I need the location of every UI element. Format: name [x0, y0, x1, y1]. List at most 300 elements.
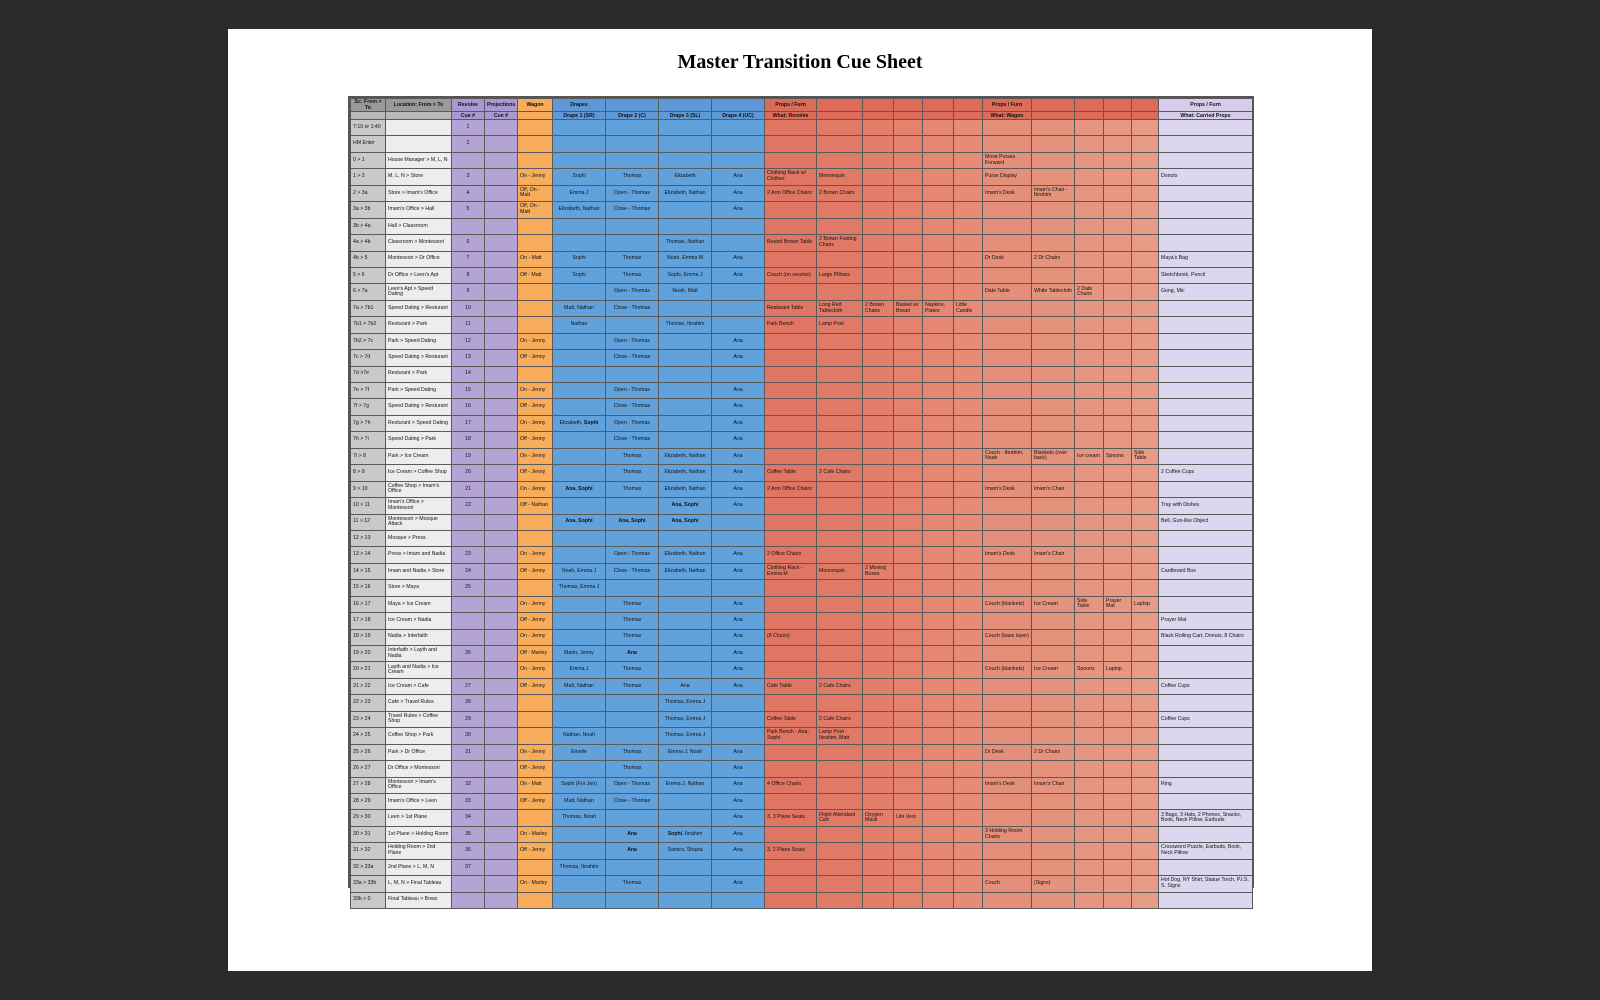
cell-projection-cue	[485, 202, 518, 218]
cell-wagon-prop-4	[1104, 514, 1132, 530]
cell-revolve-prop-2	[817, 284, 863, 300]
cell-wagon-prop-2	[1032, 218, 1075, 234]
cell-drape-2: Open - Thomas	[606, 547, 659, 563]
cell-wagon-prop-4	[1104, 678, 1132, 694]
cell-wagon-prop-2	[1032, 350, 1075, 366]
cell-wagon-prop-3	[1075, 317, 1104, 333]
cell-drape-1	[553, 695, 606, 711]
cell-wagon-prop-2	[1032, 383, 1075, 399]
cell-revolve-prop-4	[894, 448, 923, 464]
cell-revolve-prop-3	[863, 514, 894, 530]
cell-drape-1: Ana, Sophi	[553, 514, 606, 530]
cell-wagon-prop-1	[983, 843, 1032, 859]
cell-projection-cue	[485, 744, 518, 760]
cell-revolve-prop-1	[765, 596, 817, 612]
cell-revolve-cue: 7	[452, 251, 485, 267]
cell-scene: 32 > 33a	[351, 859, 386, 875]
cell-wagon-prop-1	[983, 235, 1032, 251]
cell-drape-3: Sophi, Emma J	[659, 267, 712, 283]
cell-drape-4: Ana	[712, 678, 765, 694]
cell-revolve-prop-6	[954, 530, 983, 546]
cell-revolve-prop-5	[923, 317, 954, 333]
cell-location: Imam and Nadia > Store	[386, 563, 452, 579]
table-row	[351, 646, 1253, 662]
cell-revolve-prop-1	[765, 415, 817, 431]
cell-carried-props	[1159, 646, 1253, 662]
cell-wagon-prop-5	[1132, 202, 1159, 218]
cell-projection-cue	[485, 810, 518, 826]
cell-revolve-prop-5	[923, 580, 954, 596]
cell-revolve-prop-2	[817, 366, 863, 382]
cell-scene: 7b1 > 7b2	[351, 317, 386, 333]
cell-wagon-prop-1: Couch	[983, 876, 1032, 892]
cell-revolve-prop-5	[923, 662, 954, 678]
cell-wagon-prop-2	[1032, 678, 1075, 694]
cell-wagon-prop-4	[1104, 169, 1132, 185]
cell-wagon-prop-5	[1132, 185, 1159, 201]
cell-scene: 29 > 30	[351, 810, 386, 826]
cell-wagon: On - Jenny	[518, 415, 553, 431]
cell-drape-1	[553, 432, 606, 448]
cell-drape-2	[606, 580, 659, 596]
cell-wagon-prop-5	[1132, 695, 1159, 711]
cell-revolve-cue: 3	[452, 169, 485, 185]
cell-projection-cue	[485, 185, 518, 201]
cell-wagon-prop-4	[1104, 415, 1132, 431]
cell-drape-3	[659, 202, 712, 218]
cell-drape-4	[712, 235, 765, 251]
cell-projection-cue	[485, 317, 518, 333]
cell-wagon-prop-3	[1075, 793, 1104, 809]
cell-revolve-prop-4	[894, 678, 923, 694]
cell-wagon-prop-1	[983, 399, 1032, 415]
cell-wagon-prop-3	[1075, 744, 1104, 760]
cell-projection-cue	[485, 728, 518, 744]
cell-revolve-cue: 25	[452, 580, 485, 596]
cell-location: 2nd Plane > L, M, N	[386, 859, 452, 875]
cell-revolve-prop-1: 2 Arm Office Chairs	[765, 185, 817, 201]
cell-drape-4	[712, 284, 765, 300]
cell-location: Holding Room > 2nd Plane	[386, 843, 452, 859]
cell-scene: 25 > 26	[351, 744, 386, 760]
cell-location: Park > Dr Office	[386, 744, 452, 760]
cell-wagon-prop-1	[983, 859, 1032, 875]
cell-wagon-prop-4	[1104, 793, 1132, 809]
cell-revolve-prop-2: Large Pillows	[817, 267, 863, 283]
cell-wagon-prop-5	[1132, 267, 1159, 283]
cell-revolve-prop-2	[817, 399, 863, 415]
table-row	[351, 728, 1253, 744]
cell-wagon-prop-3	[1075, 152, 1104, 168]
cell-carried-props	[1159, 185, 1253, 201]
cell-carried-props: Black Rolling Cart, Donuts, 8 Chairs	[1159, 629, 1253, 645]
cell-revolve-prop-1	[765, 613, 817, 629]
cell-projection-cue	[485, 498, 518, 514]
cell-drape-2: Thomas	[606, 448, 659, 464]
cell-wagon: Off - Matt	[518, 267, 553, 283]
cell-drape-1: Matt, Nathan	[553, 300, 606, 316]
header-revolve-prop-1: Props / Furn	[765, 99, 817, 112]
cell-scene: 5 > 6	[351, 267, 386, 283]
cell-wagon-prop-5	[1132, 152, 1159, 168]
cell-drape-3: Elizabeth, Nathan	[659, 465, 712, 481]
cell-location: Maya > Ice Cream	[386, 596, 452, 612]
cell-location: Imam's Office > Hall	[386, 202, 452, 218]
cell-revolve-prop-6	[954, 777, 983, 793]
cell-revolve-prop-1: (8 Chairs)	[765, 629, 817, 645]
cell-wagon-prop-5	[1132, 366, 1159, 382]
cell-drape-1	[553, 530, 606, 546]
cell-revolve-prop-5	[923, 383, 954, 399]
cell-revolve-prop-6	[954, 350, 983, 366]
cell-drape-3: Elizabeth, Nathan	[659, 185, 712, 201]
cell-revolve-cue: 9	[452, 284, 485, 300]
cell-wagon-prop-5	[1132, 350, 1159, 366]
cell-carried-props	[1159, 448, 1253, 464]
cell-carried-props	[1159, 300, 1253, 316]
cell-wagon-prop-2	[1032, 826, 1075, 842]
cell-drape-2: Close - Thomas	[606, 300, 659, 316]
cell-location: House Manager > M, L, N	[386, 152, 452, 168]
cell-revolve-prop-2	[817, 481, 863, 497]
table-row	[351, 662, 1253, 678]
cell-revolve-prop-5	[923, 448, 954, 464]
cell-projection-cue	[485, 465, 518, 481]
cell-carried-props	[1159, 596, 1253, 612]
cell-revolve-prop-6	[954, 843, 983, 859]
cell-carried-props: Prayer Mat	[1159, 613, 1253, 629]
cell-drape-2: Thomas	[606, 169, 659, 185]
cell-location: Park > Speed Dating	[386, 383, 452, 399]
cell-revolve-cue	[452, 629, 485, 645]
cell-revolve-prop-6	[954, 152, 983, 168]
cell-scene: 23 > 24	[351, 711, 386, 727]
cell-revolve-prop-4	[894, 267, 923, 283]
page-title: Master Transition Cue Sheet	[677, 51, 923, 73]
cell-revolve-prop-1: Park Bench	[765, 317, 817, 333]
cell-wagon-prop-5	[1132, 810, 1159, 826]
cell-carried-props: Bell, Gun-like Object	[1159, 514, 1253, 530]
cell-location: Imam's Office > Montessori	[386, 498, 452, 514]
cell-revolve-prop-1	[765, 744, 817, 760]
table-row	[351, 629, 1253, 645]
cell-location: Final Tableau > Bows	[386, 892, 452, 908]
cell-wagon	[518, 810, 553, 826]
cell-wagon-prop-4	[1104, 876, 1132, 892]
cell-scene: 2 > 3a	[351, 185, 386, 201]
cell-revolve-prop-5	[923, 350, 954, 366]
cell-revolve-prop-3: Oxygen Mask	[863, 810, 894, 826]
header-drape-1: Drape 1 (SR)	[553, 112, 606, 120]
cell-revolve-prop-6	[954, 267, 983, 283]
cell-drape-3: Emma J, Noah	[659, 744, 712, 760]
cell-revolve-prop-1	[765, 514, 817, 530]
cell-wagon-prop-5	[1132, 498, 1159, 514]
cell-revolve-prop-3	[863, 876, 894, 892]
table-row	[351, 596, 1253, 612]
cell-projection-cue	[485, 399, 518, 415]
cell-scene: 7g > 7h	[351, 415, 386, 431]
cell-drape-2	[606, 498, 659, 514]
cell-scene: 7b2 > 7c	[351, 333, 386, 349]
cell-wagon-prop-5	[1132, 843, 1159, 859]
cell-revolve-prop-4	[894, 383, 923, 399]
cell-drape-1	[553, 761, 606, 777]
cell-carried-props	[1159, 793, 1253, 809]
cell-wagon-prop-4	[1104, 859, 1132, 875]
cell-drape-2	[606, 218, 659, 234]
cell-wagon-prop-2: Imam's Chair - Ibrahim	[1032, 185, 1075, 201]
cell-revolve-prop-1: 3, 3 Plane Seats	[765, 810, 817, 826]
cell-wagon-prop-1	[983, 317, 1032, 333]
cell-scene: 33b > 0	[351, 892, 386, 908]
cell-revolve-prop-1: Clothing Rack - Emma M	[765, 563, 817, 579]
cell-revolve-prop-3	[863, 662, 894, 678]
cell-projection-cue	[485, 580, 518, 596]
table-row	[351, 580, 1253, 596]
cell-wagon-prop-4	[1104, 333, 1132, 349]
cell-drape-3: Ana	[659, 678, 712, 694]
cell-revolve-prop-5	[923, 695, 954, 711]
cell-wagon-prop-5	[1132, 284, 1159, 300]
cell-revolve-prop-5	[923, 432, 954, 448]
table-row	[351, 300, 1253, 316]
cell-carried-props	[1159, 695, 1253, 711]
cell-revolve-cue	[452, 761, 485, 777]
cell-wagon-prop-1: Couch (blankets)	[983, 596, 1032, 612]
cell-revolve-prop-3	[863, 761, 894, 777]
cell-wagon-prop-4	[1104, 120, 1132, 136]
cell-drape-3: Elizabeth, Nathan	[659, 481, 712, 497]
cell-scene: 14 > 15	[351, 563, 386, 579]
cell-revolve-prop-5	[923, 481, 954, 497]
cell-drape-2: Thomas	[606, 876, 659, 892]
cell-drape-3	[659, 432, 712, 448]
cell-revolve-cue	[452, 662, 485, 678]
cell-drape-1	[553, 448, 606, 464]
cell-revolve-prop-5	[923, 530, 954, 546]
cell-revolve-prop-2: Lamp Post	[817, 317, 863, 333]
table-row	[351, 317, 1253, 333]
cell-drape-1: Emelie	[553, 744, 606, 760]
header-revolve-cue: Revolve	[452, 99, 485, 112]
cell-projection-cue	[485, 366, 518, 382]
cell-scene: 6 > 7a	[351, 284, 386, 300]
table-row	[351, 530, 1253, 546]
cell-drape-1: Emma J	[553, 662, 606, 678]
cell-wagon-prop-4	[1104, 267, 1132, 283]
cell-revolve-cue: 2	[452, 136, 485, 152]
cell-location: Ice Cream > Cafe	[386, 678, 452, 694]
cell-carried-props: Coffee Cups	[1159, 678, 1253, 694]
cell-scene: 12 > 13	[351, 530, 386, 546]
cell-carried-props: Donuts	[1159, 169, 1253, 185]
cell-location: Park > Ice Cream	[386, 448, 452, 464]
cell-wagon-prop-1	[983, 415, 1032, 431]
cell-drape-4	[712, 580, 765, 596]
cell-scene: 1 > 2	[351, 169, 386, 185]
cell-drape-4: Ana	[712, 843, 765, 859]
cell-revolve-cue: 24	[452, 563, 485, 579]
cell-revolve-prop-3	[863, 695, 894, 711]
cell-projection-cue	[485, 333, 518, 349]
cell-revolve-prop-3	[863, 646, 894, 662]
cell-carried-props: Gong, Mic	[1159, 284, 1253, 300]
cell-revolve-prop-6	[954, 629, 983, 645]
cell-revolve-prop-5	[923, 646, 954, 662]
cell-drape-4: Ana	[712, 448, 765, 464]
cell-revolve-prop-1: Coffee Table	[765, 711, 817, 727]
cell-revolve-prop-1	[765, 251, 817, 267]
cell-projection-cue	[485, 859, 518, 875]
cell-drape-3: Noah, Matt	[659, 284, 712, 300]
cell-wagon-prop-2	[1032, 843, 1075, 859]
cell-wagon-prop-5	[1132, 629, 1159, 645]
table-row	[351, 350, 1253, 366]
cell-carried-props	[1159, 432, 1253, 448]
cell-drape-1	[553, 366, 606, 382]
cell-wagon-prop-5	[1132, 761, 1159, 777]
cell-revolve-prop-1	[765, 350, 817, 366]
cell-wagon-prop-4	[1104, 481, 1132, 497]
cell-wagon	[518, 728, 553, 744]
cell-carried-props	[1159, 761, 1253, 777]
cell-revolve-prop-2: 2 Cafe Chairs	[817, 711, 863, 727]
cell-location: Press > Imam and Nadia	[386, 547, 452, 563]
cell-projection-cue	[485, 662, 518, 678]
cell-scene: 7c > 7d	[351, 350, 386, 366]
cell-revolve-prop-2: Mennequin	[817, 563, 863, 579]
cell-wagon: Off - Jenny	[518, 793, 553, 809]
cell-wagon-prop-2	[1032, 580, 1075, 596]
cell-scene: 7d >7e	[351, 366, 386, 382]
cell-revolve-cue: 22	[452, 498, 485, 514]
cell-wagon-prop-5	[1132, 646, 1159, 662]
cell-wagon-prop-3	[1075, 761, 1104, 777]
cell-wagon-prop-2	[1032, 432, 1075, 448]
cell-wagon-prop-1	[983, 366, 1032, 382]
cell-wagon: Off - Jenny	[518, 432, 553, 448]
cell-revolve-prop-5	[923, 333, 954, 349]
cell-revolve-prop-5	[923, 169, 954, 185]
cell-drape-4	[712, 728, 765, 744]
cell-revolve-prop-6	[954, 481, 983, 497]
cell-drape-3	[659, 596, 712, 612]
cell-drape-3	[659, 580, 712, 596]
cell-revolve-prop-6	[954, 333, 983, 349]
cell-wagon	[518, 859, 553, 875]
cell-wagon-prop-1: Couch (blankets)	[983, 662, 1032, 678]
cell-revolve-prop-4	[894, 646, 923, 662]
cell-revolve-prop-1	[765, 498, 817, 514]
cell-projection-cue	[485, 120, 518, 136]
cell-wagon-prop-2: Imam's Chair	[1032, 481, 1075, 497]
cell-revolve-prop-3	[863, 793, 894, 809]
cell-wagon-prop-2	[1032, 711, 1075, 727]
cell-revolve-prop-6	[954, 793, 983, 809]
cell-wagon-prop-4	[1104, 284, 1132, 300]
cell-projection-cue	[485, 547, 518, 563]
cell-wagon-prop-4	[1104, 777, 1132, 793]
cell-drape-1	[553, 876, 606, 892]
cell-drape-3: Thomas, Emma J	[659, 728, 712, 744]
cell-wagon-prop-3	[1075, 514, 1104, 530]
document-page	[228, 29, 1372, 971]
cell-revolve-prop-6	[954, 728, 983, 744]
cell-revolve-cue: 16	[452, 399, 485, 415]
cell-drape-3: Elizabeth	[659, 169, 712, 185]
cell-drape-2: Thomas	[606, 596, 659, 612]
cell-carried-props	[1159, 728, 1253, 744]
cell-drape-2: Ana	[606, 646, 659, 662]
cell-carried-props	[1159, 530, 1253, 546]
cell-drape-2: Ana	[606, 826, 659, 842]
cell-wagon-prop-1: Move Purses Forward	[983, 152, 1032, 168]
cell-revolve-prop-2: 2 Cafe Chairs	[817, 465, 863, 481]
cell-drape-4: Ana	[712, 267, 765, 283]
table-row	[351, 448, 1253, 464]
cell-drape-2: Thomas	[606, 678, 659, 694]
table-row	[351, 432, 1253, 448]
cell-revolve-prop-5	[923, 284, 954, 300]
cell-drape-2	[606, 366, 659, 382]
cell-revolve-cue: 21	[452, 481, 485, 497]
cell-revolve-prop-2	[817, 580, 863, 596]
cell-wagon-prop-1: Dr Desk	[983, 744, 1032, 760]
cell-drape-1: Sophi	[553, 169, 606, 185]
cell-location: Coffee Shop > Imam's Office	[386, 481, 452, 497]
cell-projection-cue	[485, 432, 518, 448]
cell-revolve-prop-3	[863, 432, 894, 448]
cell-drape-4: Ana	[712, 662, 765, 678]
cell-wagon-prop-4	[1104, 300, 1132, 316]
cell-wagon	[518, 514, 553, 530]
cell-projection-cue	[485, 596, 518, 612]
cell-revolve-prop-4	[894, 563, 923, 579]
cell-revolve-prop-4: Basket w/ Bread	[894, 300, 923, 316]
cell-drape-4: Ana	[712, 793, 765, 809]
cell-location: Nadia > Interfaith	[386, 629, 452, 645]
cell-revolve-cue: 31	[452, 744, 485, 760]
cell-drape-1	[553, 284, 606, 300]
cell-revolve-prop-2: 2 Brown Folding Chairs	[817, 235, 863, 251]
cell-drape-4: Ana	[712, 169, 765, 185]
cell-revolve-prop-3	[863, 465, 894, 481]
table-row	[351, 202, 1253, 218]
cell-drape-2: Open - Thomas	[606, 284, 659, 300]
cell-wagon-prop-3: 2 Date Chairs	[1075, 284, 1104, 300]
cell-revolve-prop-2	[817, 514, 863, 530]
cell-revolve-prop-1: 4 Office Chairs	[765, 777, 817, 793]
cell-wagon-prop-5: Laptop	[1132, 596, 1159, 612]
header-drape-2: Drape 2 (C)	[606, 112, 659, 120]
cell-projection-cue	[485, 235, 518, 251]
cell-revolve-prop-1	[765, 333, 817, 349]
cell-revolve-prop-6	[954, 317, 983, 333]
header-drape-1: Drapes	[553, 99, 606, 112]
cell-drape-4: Ana	[712, 629, 765, 645]
cell-carried-props	[1159, 366, 1253, 382]
cell-revolve-prop-3	[863, 613, 894, 629]
header-scene	[351, 112, 386, 120]
cell-wagon: On - Matt	[518, 251, 553, 267]
cell-wagon-prop-2	[1032, 415, 1075, 431]
cell-revolve-prop-1	[765, 646, 817, 662]
cell-revolve-prop-4	[894, 514, 923, 530]
cell-revolve-prop-1	[765, 859, 817, 875]
cell-revolve-prop-5	[923, 498, 954, 514]
cell-carried-props	[1159, 120, 1253, 136]
